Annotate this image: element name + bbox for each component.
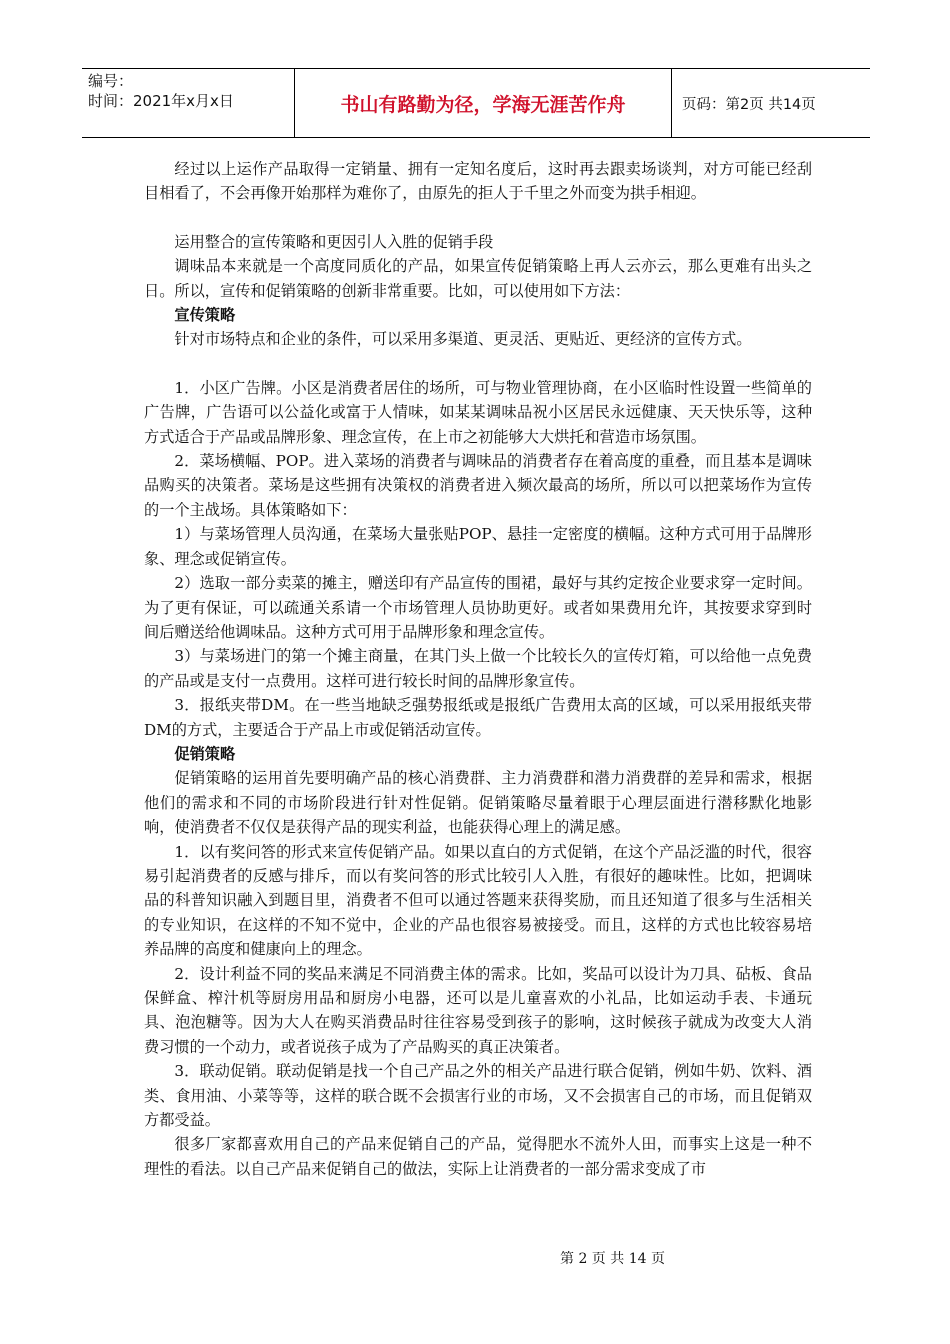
paragraph: 针对市场特点和企业的条件，可以采用多渠道、更灵活、更贴近、更经济的宣传方式。: [174, 330, 752, 349]
paragraph: 1．小区广告牌。小区是消费者居住的场所，可与物业管理协商，在小区临时性设置一些简单的广告牌，广告语可以公益化或富于人情味，如某某调味品祝小区居民永远健康、天天快乐等，这种方式适合于产品或品牌形象、理念宣传，在上市之初能够大大烘托和营造市场氛围。: [144, 378, 812, 446]
paragraph: 2．设计利益不同的奖品来满足不同消费主体的需求。比如，奖品可以设计为刀具、砧板、食品保鲜盒、榨汁机等厨房用品和厨房小电器，还可以是儿童喜欢的小礼品，比如运动手表、卡通玩具、泡泡糖等。因为大人在购买消费品时往往容易受到孩子的影响，这时候孩子就成为改变大人消费习惯的一个动力，或者说孩子成为了产品购买的真正决策者。: [144, 964, 812, 1056]
subsection-heading: 促销策略: [174, 744, 236, 763]
paragraph: 2）选取一部分卖菜的摊主，赠送印有产品宣传的围裙，最好与其约定按企业要求穿一定时间。为了更有保证，可以疏通关系请一个市场管理人员协助更好。或者如果费用允许，其按要求穿到时间后赠送给他调味品。这种方式可用于品牌形象和理念宣传。: [144, 574, 812, 641]
footer-page-number: 第 2 页 共 14 页: [560, 1251, 665, 1267]
paragraph: 1．以有奖问答的形式来宣传促销产品。如果以直白的方式促销，在这个产品泛滥的时代，很容易引起消费者的反感与排斥，而以有奖问答的形式比较引人入胜，有很好的趣味性。比如，把调味品的科普知识融入到题目里，消费者不但可以通过答题来获得奖励，而且还知道了很多与生活相关的专业知识，在这样的不知不觉中，企业的产品也很容易被接受。而且，这样的方式也比较容易培养品牌的高度和健康向上的理念。: [144, 842, 812, 959]
page-header: [82, 68, 870, 138]
paragraph: 2．菜场横幅、POP。进入菜场的消费者与调味品的消费者存在着高度的重叠，而且基本是调味品购买的决策者。菜场是这些拥有决策权的消费者进入频次最高的场所，所以可以把菜场作为宣传的一个主战场。具体策略如下：: [144, 452, 812, 519]
paragraph: 3．报纸夹带DM。在一些当地缺乏强势报纸或是报纸广告费用太高的区域，可以采用报纸夹带DM的方式，主要适合于产品上市或促销活动宣传。: [144, 696, 812, 739]
document-body: [144, 157, 812, 1181]
paragraph: 很多厂家都喜欢用自己的产品来促销自己的产品，觉得肥水不流外人田，而事实上这是一种不理性的看法。以自己产品来促销自己的做法，实际上让消费者的一部分需求变成了市: [144, 1135, 812, 1178]
section-heading: 运用整合的宣传策略和更因引人入胜的促销手段: [174, 232, 494, 251]
number-label: 编号：: [88, 72, 134, 90]
paragraph: 调味品本来就是一个高度同质化的产品，如果宣传促销策略上再人云亦云，那么更难有出头之日。所以，宣传和促销策略的创新非常重要。比如，可以使用如下方法：: [144, 257, 812, 300]
header-page-info: 页码：第2页 共14页: [682, 96, 816, 113]
subsection-heading: 宣传策略: [174, 306, 236, 325]
paragraph: 3）与菜场进门的第一个摊主商量，在其门头上做一个比较长久的宣传灯箱，可以给他一点免费的产品或是支付一点费用。这样可进行较长时间的品牌形象宣传。: [144, 647, 812, 690]
time-label: 时间：2021年x月x日: [88, 92, 234, 110]
paragraph: 3．联动促销。联动促销是找一个自己产品之外的相关产品进行联合促销，例如牛奶、饮料、酒类、食用油、小菜等等，这样的联合既不会损害行业的市场，又不会损害自己的市场，而且促销双方都受益。: [144, 1062, 812, 1130]
paragraph: 经过以上运作产品取得一定销量、拥有一定知名度后，这时再去跟卖场谈判，对方可能已经刮目相看了，不会再像开始那样为难你了，由原先的拒人于千里之外而变为拱手相迎。: [144, 160, 812, 203]
paragraph: 1）与菜场管理人员沟通，在菜场大量张贴POP、悬挂一定密度的横幅。这种方式可用于品牌形象、理念或促销宣传。: [144, 525, 812, 568]
header-motto: 书山有路勤为径，学海无涯苦作舟: [295, 69, 672, 137]
paragraph: 促销策略的运用首先要明确产品的核心消费群、主力消费群和潜力消费群的差异和需求，根据他们的需求和不同的市场阶段进行针对性促销。促销策略尽量着眼于心理层面进行潜移默化地影响，使消费者不仅仅是获得产品的现实利益，也能获得心理上的满足感。: [144, 769, 812, 837]
header-meta: [82, 69, 295, 137]
